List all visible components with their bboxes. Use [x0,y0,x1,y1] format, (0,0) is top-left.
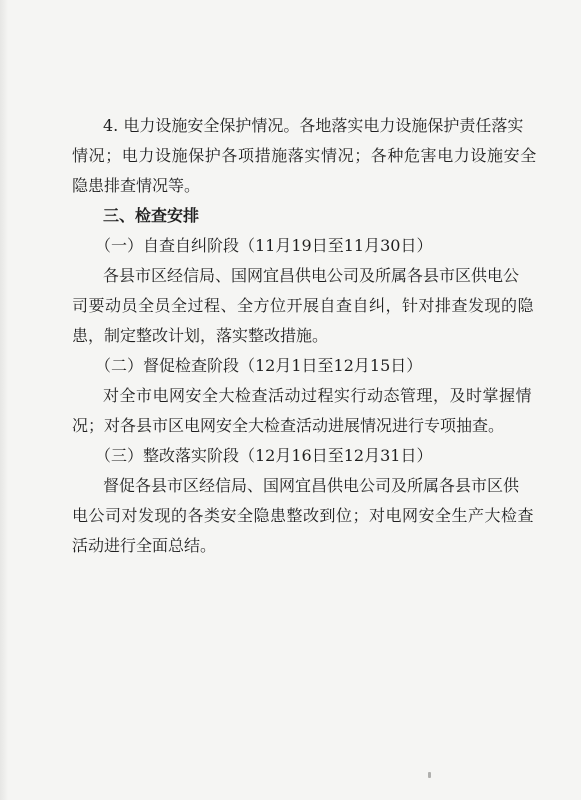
paragraph-line: 活动进行全面总结。 [72,536,217,555]
scan-speck [428,772,431,778]
paragraph-line: 各县市区经信局、国网宜昌供电公司及所属各县市区供电公 [103,266,520,285]
paragraph-line: 情况；电力设施保护各项措施落实情况；各种危害电力设施安全 [72,146,537,165]
paragraph-line: 隐患排查情况等。 [72,176,201,195]
paragraph-line: 况；对各县市区电网安全大检查活动进展情况进行专项抽查。 [72,416,505,435]
paragraph-line: 患，制定整改计划，落实整改措施。 [72,326,329,345]
paragraph-line: 电公司对发现的各类安全隐患整改到位；对电网安全生产大检查 [72,506,535,525]
subsection-heading: （二）督促检查阶段（12月1日至12月15日） [95,356,423,375]
paragraph-line: 4. 电力设施安全保护情况。各地落实电力设施保护责任落实 [103,116,524,135]
subsection-heading: （一）自查自纠阶段（11月19日至11月30日） [95,236,433,255]
paragraph-line: 司要动员全员全过程、全方位开展自查自纠，针对排查发现的隐 [72,296,535,315]
paragraph-line: 对全市电网安全大检查活动过程实行动态管理，及时掌握情 [103,386,533,405]
section-heading: 三、检查安排 [103,206,200,225]
paragraph-line: 督促各县市区经信局、国网宜昌供电公司及所属各县市区供 [103,476,520,495]
page-edge-shadow [0,0,8,800]
subsection-heading: （三）整改落实阶段（12月16日至12月31日） [95,446,433,465]
